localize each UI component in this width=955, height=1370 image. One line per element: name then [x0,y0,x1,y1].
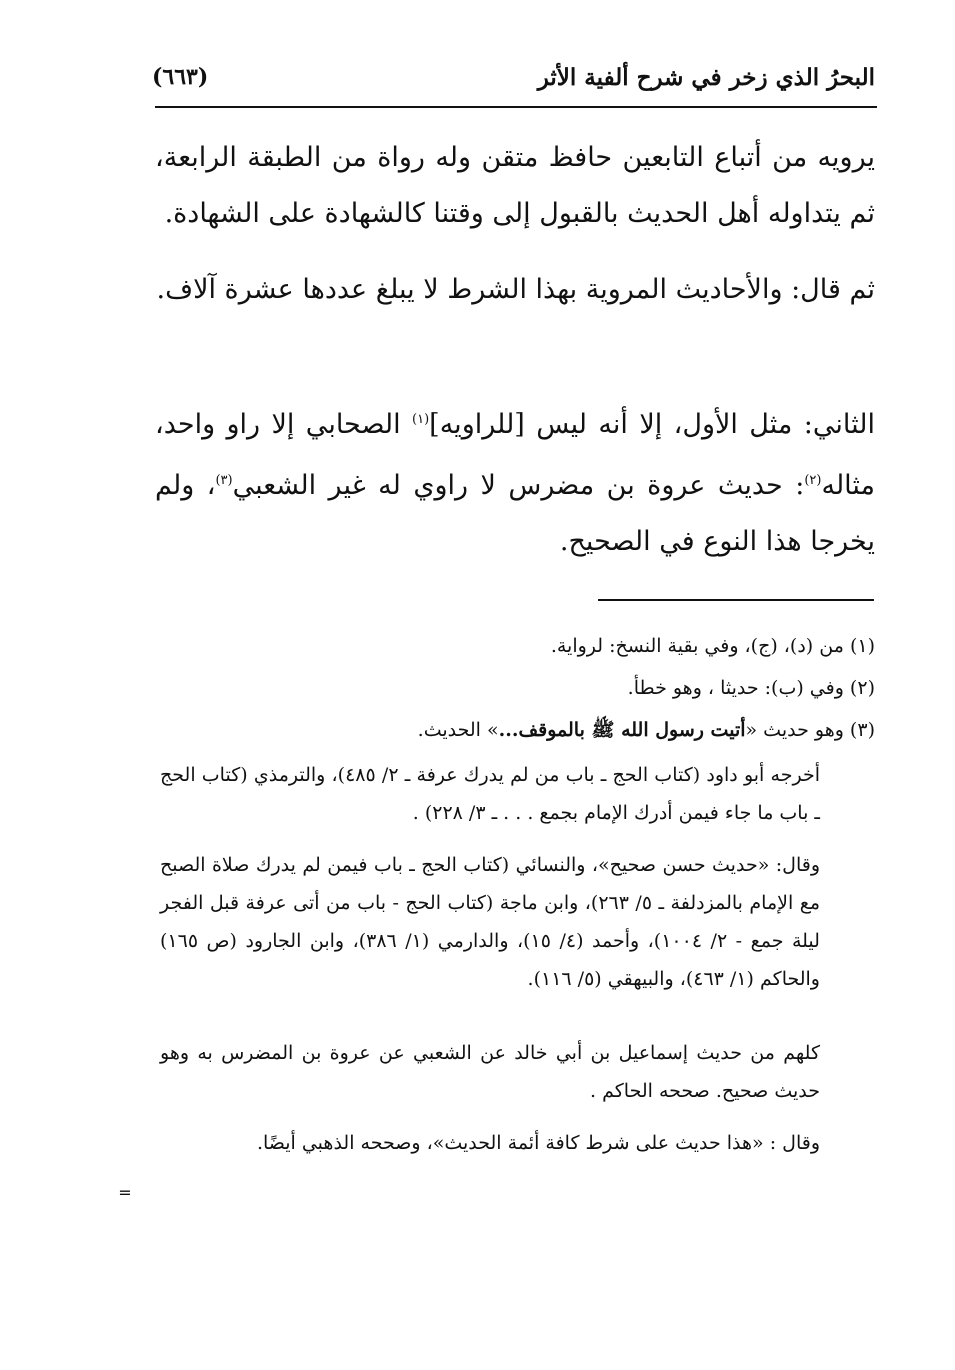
paragraph-3-text-a: الثاني: مثل الأول، إلا أنه ليس [للراويه] [429,409,875,440]
footnote-3-paragraph-3: كلهم من حديث إسماعيل بن أبي خالد عن الشعبي عن عروة بن المضرس به وهو حديث صحيح. صححه الحاكم . [160,1042,820,1102]
footnote-3-paragraph-1: أخرجه أبو داود (كتاب الحج ـ باب من لم يدرك عرفة ـ ٢/ ٤٨٥)، والترمذي (كتاب الحج ـ باب ما جاء فيمن أدرك الإمام بجمع . . . ـ ٣/ ٢٢٨) . [160,764,820,824]
footnote-divider [598,599,874,601]
footnote-3-hadith: أتيت رسول الله ﷺ بالموقف... [498,719,746,741]
footnote-3-paragraph-2: وقال: «حديث حسن صحيح»، والنسائي (كتاب الحج ـ باب فيمن لم يدرك صلاة الصبح مع الإمام بالمزدلفة ـ ٥/ ٢٦٣)، وابن ماجة (كتاب الحج - باب من أتى عرفة قبل الفجر ليلة جمع - ٢/ ١٠٠٤)، وأحمد (٤/ ١٥)، والدارمي (١/ ٣٨٦)، وابن الجارود (ص ١٦٥) والحاكم (١/ ٤٦٣)، والبيهقي (٥/ ١١٦). [160,854,820,990]
footnote-ref-2: (٢) [804,473,822,488]
paragraph-3-text-c: : حديث عروة بن مضرس لا راوي له غير الشعبي [232,470,805,501]
margin-mark: = [118,1183,132,1202]
footnote-3-prefix: (٣) وهو حديث « [745,719,875,741]
footnote-2: (٢) وفي (ب): حديثا ، وهو خطأ. [627,677,875,699]
running-header-title: البحرُ الذي زخر في شرح ألفية الأثر [537,64,875,91]
paragraph-3-text-b: الصحابي إلا راو واحد، مثاله [155,409,876,501]
footnote-3-heading [155,716,875,744]
footnote-3-suffix: » الحديث. [417,719,499,741]
header-divider [155,106,877,108]
footnote-ref-1: (١) [412,412,430,427]
footnote-ref-3: (٣) [215,473,233,488]
body-paragraph-3 [155,392,875,570]
paragraph-3-text-d: ، ولم يخرجا هذا النوع في الصحيح. [155,470,875,557]
footnote-3-paragraph-4: وقال : «هذا حديث على شرط كافة أئمة الحديث»، وصححه الذهبي أيضًا. [256,1132,820,1154]
page-number: (٦٦٣) [152,64,209,90]
body-paragraph-2: ثم قال: والأحاديث المروية بهذا الشرط لا يبلغ عددها عشرة آلاف. [156,274,875,305]
body-paragraph-1: يرويه من أتباع التابعين حافظ متقن وله رواة من الطبقة الرابعة، ثم يتداوله أهل الحديث بالقبول إلى وقتنا كالشهادة على الشهادة. [155,142,875,229]
footnote-1: (١) من (د)، (ج)، وفي بقية النسخ: لرواية. [550,635,875,657]
